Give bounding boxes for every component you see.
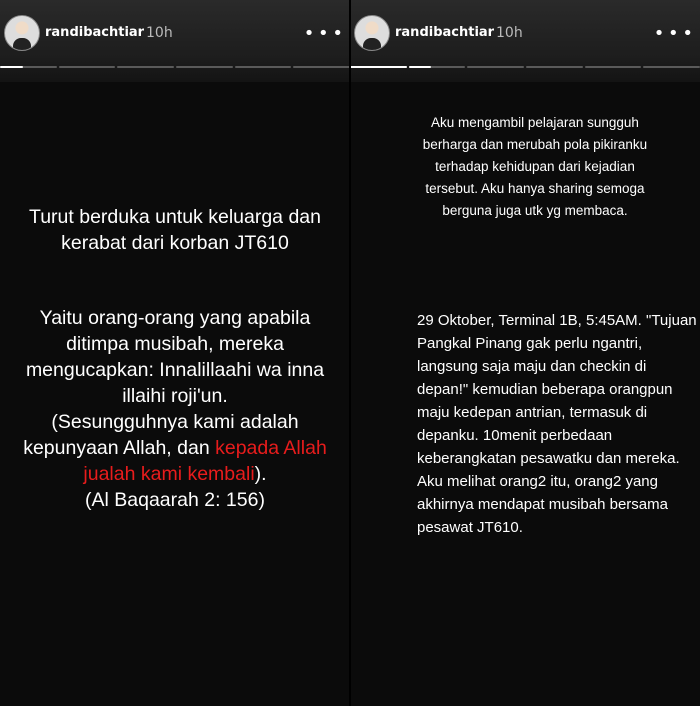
more-horizontal-icon[interactable]: • • • [303,23,342,44]
user-avatar[interactable] [4,15,40,51]
username[interactable]: randibachtiar [395,25,495,40]
story-progress-segment [59,66,116,68]
verse-block [15,305,335,513]
story-progress-segment [409,66,466,68]
verse-reference: (Al Baqaarah 2: 156) [85,489,265,511]
post-time: 10h [146,25,173,41]
story-progress-segment [176,66,233,68]
story-progress-segment [467,66,524,68]
story-panel-right[interactable] [350,0,700,706]
story-progress-segment [585,66,642,68]
story-progress-segment [117,66,174,68]
panel-divider [349,0,351,706]
username[interactable]: randibachtiar [45,25,145,40]
story-progress-fill [350,66,407,68]
story-progress-segment [293,66,350,68]
translation-highlight: kepada Allah jualah kami kembali [83,437,327,485]
post-time: 10h [496,25,523,41]
more-horizontal-icon[interactable]: • • • [653,23,692,44]
story-progress-fill [409,66,432,68]
story-progress-bars [350,66,700,69]
translation-end: ). [254,463,267,485]
story-intro-text: Aku mengambil pelajaran sungguh berharga dan merubah pola pikiranku terhadap kehidupan dari kejadian tersebut. Aku hanya sharing semoga berguna juga utk yg membaca. [422,115,648,218]
story-progress-segment [0,66,57,68]
story-progress-segment [526,66,583,68]
verse-text: Yaitu orang-orang yang apabila ditimpa musibah, mereka mengucapkan: Innalillaahi wa inna illaihi roji'un. [25,307,325,407]
condolence-text: Turut berduka untuk keluarga dan kerabat dari korban JT610 [29,206,321,254]
story-body-text: 29 Oktober, Terminal 1B, 5:45AM. "Tujuan Pangkal Pinang gak perlu ngantri, langsung saja maju dan checkin di depan!" kemudian beberapa orangpun maju kedepan antrian, termasuk di depanku. 10menit perbedaan keberangkatan pesawatku dan mereka. Aku melihat orang2 itu, orang2 yang akhirnya mendapat musibah bersama pesawat JT610. [417,312,697,536]
translation-text [15,409,335,487]
story-progress-fill [0,66,23,68]
story-progress-segment [350,66,407,68]
story-header [350,0,700,82]
story-progress-segment [643,66,700,68]
translation-start: (Sesungguhnya kami adalah kepunyaan Allah, dan [23,411,299,459]
story-progress-bars [0,66,350,69]
user-avatar[interactable] [354,15,390,51]
story-progress-segment [235,66,292,68]
story-header [0,0,350,82]
